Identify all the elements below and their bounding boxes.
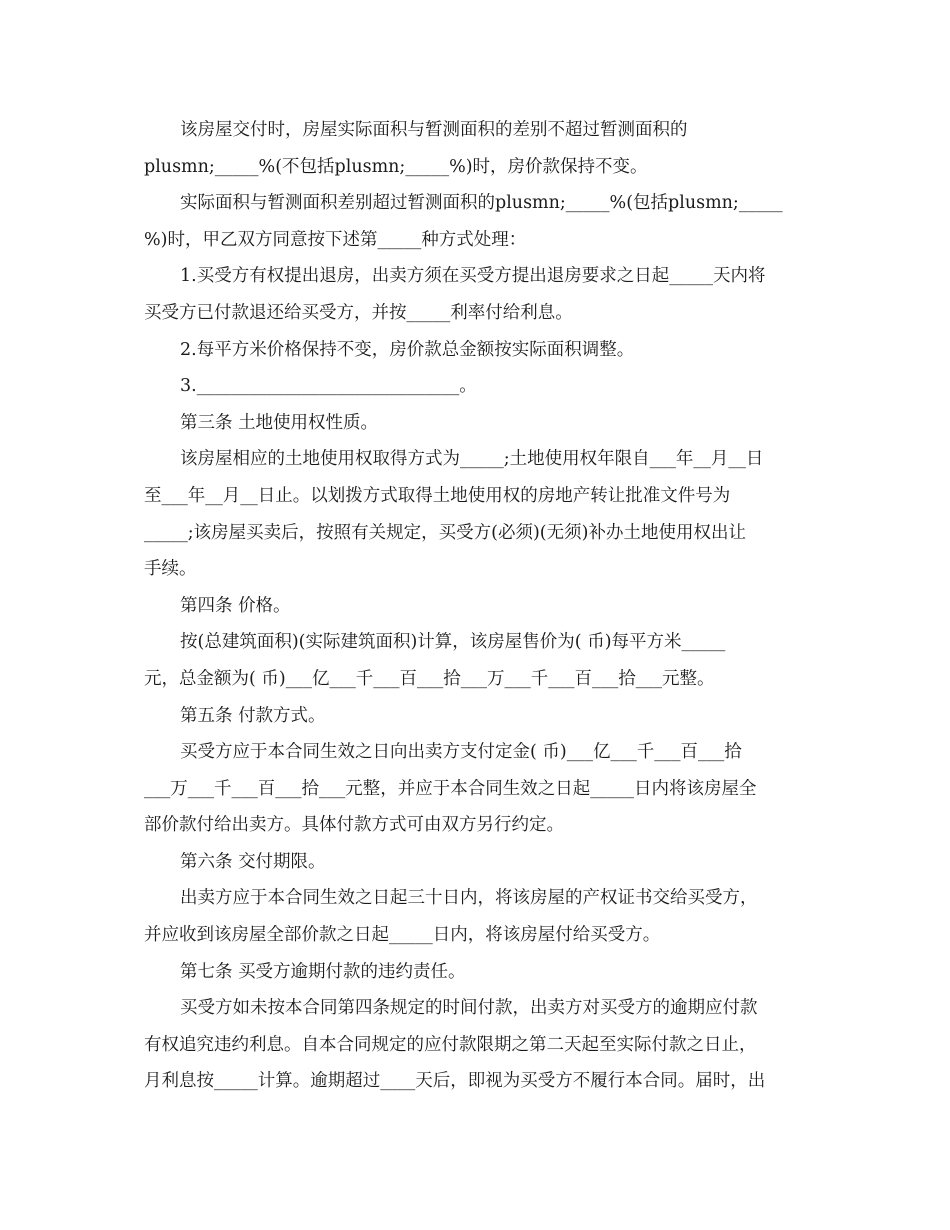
document-line: 第六条 交付期限。 (180, 851, 326, 872)
document-line: 按(总建筑面积)(实际建筑面积)计算，该房屋售价为( 币)每平方米_____ (180, 632, 726, 653)
document-line: 该房屋交付时，房屋实际面积与暂测面积的差别不超过暂测面积的 (180, 120, 688, 140)
document-line: 并应收到该房屋全部价款之日起_____日内，将该房屋付给买受方。 (144, 925, 661, 946)
document-body (144, 112, 810, 1100)
document-line: %)时，甲乙双方同意按下述第_____种方式处理： (144, 229, 527, 250)
document-line: ___万___千___百___拾___元整，并应于本合同生效之日起_____日内将该房屋全 (144, 778, 757, 799)
document-line: 3.______________________________。 (180, 376, 477, 397)
document-line: 手续。 (144, 559, 197, 580)
document-line: 买受方已付款退还给买受方，并按_____利率付给利息。 (144, 302, 573, 323)
document-line: 买受方如未按本合同第四条规定的时间付款，出卖方对买受方的逾期应付款 (180, 998, 758, 1019)
document-line: _____;该房屋买卖后，按照有关规定，买受方(必须)(无须)补办土地使用权出让 (144, 522, 746, 543)
document-line: 第三条 土地使用权性质。 (180, 412, 379, 433)
document-line: 第五条 付款方式。 (180, 705, 326, 726)
document-line: 有权追究违约利息。自本合同规定的应付款限期之第二天起至实际付款之日止， (144, 1034, 757, 1055)
document-line: 第七条 买受方逾期付款的违约责任。 (180, 961, 466, 982)
document-line: 买受方应于本合同生效之日向出卖方支付定金( 币)___亿___千___百___拾 (180, 742, 742, 763)
document-line: 月利息按_____计算。逾期超过____天后，即视为买受方不履行本合同。届时，出 (144, 1071, 766, 1092)
document-line: plusmn;_____%(不包括plusmn;_____%)时，房价款保持不变。 (144, 156, 648, 177)
document-line: 第四条 价格。 (180, 595, 291, 616)
document-line: 至___年__月__日止。以划拨方式取得土地使用权的房地产转让批准文件号为 (144, 485, 731, 506)
document-line: 元，总金额为( 币)___亿___千___百___拾___万___千___百___拾___元整。 (144, 668, 715, 689)
document-line: 实际面积与暂测面积差别超过暂测面积的plusmn;_____%(包括plusmn;_____ (180, 193, 783, 214)
document-line: 部价款付给出卖方。具体付款方式可由双方另行约定。 (144, 815, 564, 836)
document-line: 2.每平方米价格保持不变，房价款总金额按实际面积调整。 (180, 339, 635, 360)
document-line: 该房屋相应的土地使用权取得方式为_____;土地使用权年限自___年__月__日 (180, 449, 764, 470)
document-line: 出卖方应于本合同生效之日起三十日内，将该房屋的产权证书交给买受方， (180, 888, 758, 909)
document-line: 1.买受方有权提出退房，出卖方须在买受方提出退房要求之日起_____天内将 (180, 266, 766, 287)
